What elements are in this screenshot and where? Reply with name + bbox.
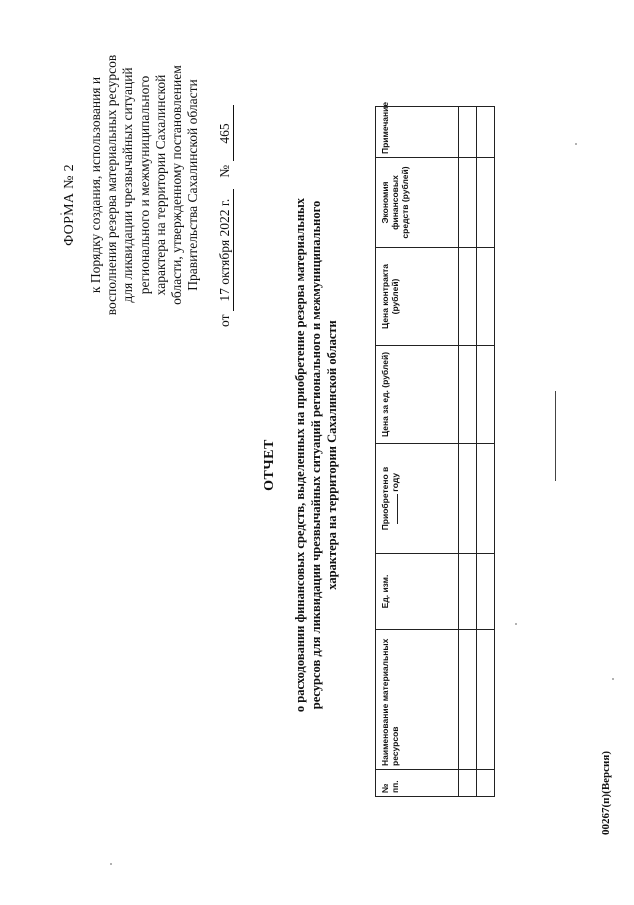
col-unit-header: Ед. изм. [376,554,459,630]
col-savings-header: Экономия финансовых средств (рублей) [376,158,459,248]
table-cell [459,248,477,346]
appendix-line: регионального и межмуниципального [136,75,152,295]
report-subtitle-line: ресурсов для ликвидации чрезвычайных ситуаций регионального и межмуниципального [309,200,323,710]
appendix-line: для ликвидации чрезвычайных ситуаций [120,67,136,303]
scan-speck [110,863,112,865]
table-cell [477,248,495,346]
appendix-line: области, утвержденному постановлением [169,65,185,305]
table-row [459,107,477,797]
from-label: от [217,314,232,327]
appendix-line: характера на территории Сахалинской [152,74,168,296]
divider-line [555,391,556,481]
table-cell [459,158,477,248]
year-blank [397,494,398,524]
decree-date: 17 октября 2022 г. [217,189,234,311]
col-contract-price-header: Цена контракта (рублей) [376,248,459,346]
scan-speck [575,143,577,145]
appendix-line: к Порядку создания, использования и [88,76,103,294]
number-label: № [217,164,232,178]
table-cell [477,346,495,444]
table-cell [459,554,477,630]
col-unit-price-header: Цена за ед. (рублей) [376,346,459,444]
table-cell [477,554,495,630]
col-acquired-header [376,444,459,554]
form-title: ФОРМА № 2 [62,164,77,246]
table-cell [477,444,495,554]
appendix-reference [88,40,201,330]
scan-speck [515,623,517,625]
appendix-line: восполнения резерва материальных ресурсов [104,54,120,316]
report-subtitle-line: о расходовании финансовых средств, выделенных на приобретение резерва материальных [293,197,307,713]
footer-code: 00267(п)(Версия) [600,751,612,835]
table-cell [459,107,477,158]
appendix-line: Правительства Сахалинской области [185,79,201,291]
scan-speck [60,213,62,215]
decree-reference [217,37,234,327]
col-note-header: Примечание [376,107,459,158]
table-cell [477,770,495,797]
report-title: ОТЧЕТ [262,439,277,491]
report-table [375,101,495,797]
acquired-label: Приобретено в [380,466,390,531]
table-cell [459,630,477,770]
table-cell [477,107,495,158]
col-name-header: Наименование материальных ресурсов [376,630,459,770]
table-cell [459,346,477,444]
table-row [477,107,495,797]
col-number-header: № пп. [376,770,459,797]
acquired-year-label: году [390,472,400,492]
decree-number: 465 [217,106,234,162]
table-cell [459,444,477,554]
report-subtitle [292,145,340,765]
table-header-row [376,107,459,797]
report-subtitle-line: характера на территории Сахалинской области [325,320,339,590]
table-cell [477,630,495,770]
table-cell [459,770,477,797]
table-cell [477,158,495,248]
scan-speck [612,678,614,680]
